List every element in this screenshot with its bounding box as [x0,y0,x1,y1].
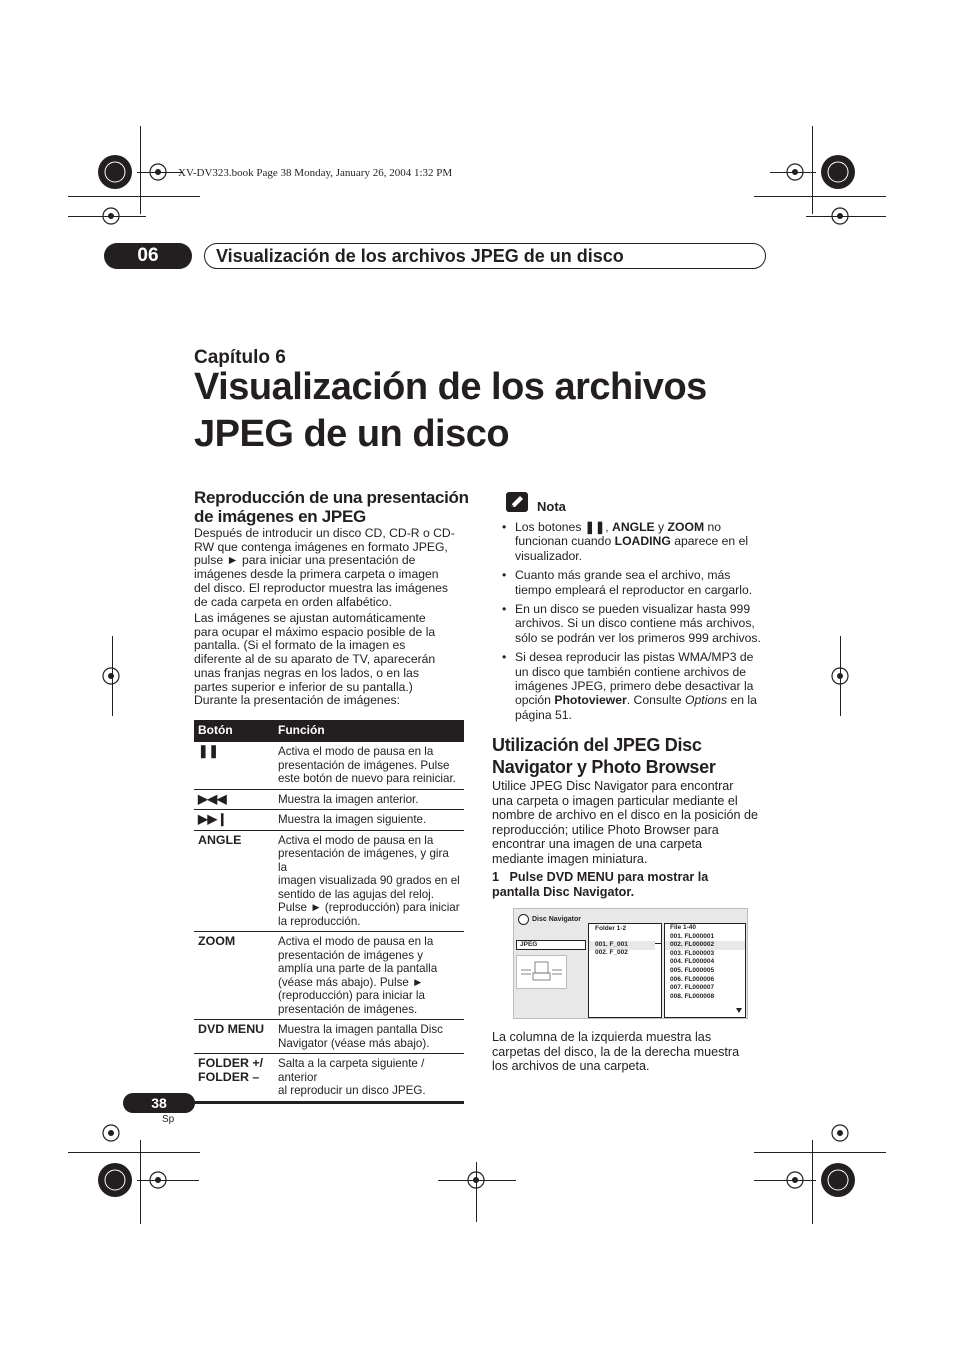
section2-heading: Utilización del JPEG Disc Navigator y Photo Browser [492,735,716,777]
table-header-row [194,720,464,742]
list-item[interactable]: 002. F_002 [595,949,628,956]
list-item[interactable]: 006. FL000006 [670,975,715,983]
book-info-line: XV-DV323.book Page 38 Monday, January 26, 2004 1:32 PM [178,167,453,179]
step-1: 1 Pulse DVD MENU para mostrar la pantalla Disc Navigator. [492,870,709,899]
table-cell-function: Activa el modo de pausa en la presentación de imágenes y amplía una parte de la pantalla (véase más abajo). Pulse ► (reproducción) para iniciar la presentación de imágenes. [274,932,464,1020]
disc-icon [518,914,529,925]
previous-icon: ▶◀◀ [194,789,274,810]
list-item: • En un disco se pueden visualizar hasta 999 archivos. Si un disco contiene más archivos, sólo se podrán ver los primeros 999 archivos. [499,602,769,645]
disc-navigator-title: Disc Navigator [532,916,582,923]
button-function-table [194,720,464,1104]
arrow-down-icon[interactable] [736,1008,742,1013]
list-item: • Si desea reproducir las pistas WMA/MP3 de un disco que también contiene archivos de imágenes JPEG, primero debe desactivar la opción Photoviewer. Consulte Options en la página 51. [499,650,769,722]
note-list [499,520,769,727]
table-header-function: Función [274,720,464,742]
list-item[interactable]: 004. FL000004 [670,958,715,966]
folder-header: Folder 1-2 [595,925,627,932]
pause-icon: ❚❚ [194,742,274,789]
table-row [194,742,464,789]
table-cell-button: ZOOM [194,932,274,1020]
list-item[interactable]: 002. FL000002 [665,941,745,950]
table-row [194,789,464,810]
section2-paragraph-2: La columna de la izquierda muestra las carpetas del disco, la de la derecha muestra los archivos de una carpeta. [492,1030,740,1073]
pause-icon: ❚❚ [584,520,606,534]
file-column [664,923,746,1018]
table-cell-function: Activa el modo de pausa en la presentación de imágenes. Pulse este botón de nuevo para reiniciar. [274,742,464,789]
table-cell-button: FOLDER +/ FOLDER – [194,1054,274,1103]
table-row [194,932,464,1020]
folder-column [588,923,662,1018]
pencil-icon [506,492,528,512]
table-row [194,810,464,831]
table-cell-function: Activa el modo de pausa en la presentación de imágenes, y gira la imagen visualizada 90 grados en el sentido de las agujas del reloj. Pulse ► (reproducción) para iniciar la reproducción. [274,830,464,932]
table-cell-function: Salta a la carpeta siguiente / anterior al reproducir un disco JPEG. [274,1054,464,1103]
section2-paragraph-1: Utilice JPEG Disc Navigator para encontrar una carpeta o imagen particular mediante el nombre de archivo en el disco en la posición de reproducción; utilice Photo Browser para encontrar una imagen de una carpeta mediante imagen miniatura. [492,779,759,866]
table-row [194,830,464,932]
section1-paragraph-2: Las imágenes se ajustan automáticamente para ocupar el máximo espacio posible de la pantalla. (Si el formato de la imagen es diferente al de su aparato de TV, aparecerán unas franjas negras en los lados, o en las partes superior e inferior de su pantalla.) Durante la presentación de imágenes: [194,611,436,708]
page-title-line: Visualización de los archivos [194,366,707,408]
list-item: • Cuanto más grande sea el archivo, más tiempo empleará el reproductor en cargarlo. [499,568,769,597]
list-item: • Los botones ❚❚, ANGLE y ZOOM no funcionan cuando LOADING aparece en el visualizador. [499,520,769,563]
chapter-label: Capítulo 6 [194,347,286,368]
section1-paragraph-1: Después de introducir un disco CD, CD-R o CD- RW que contenga imágenes en formato JPEG, pulse ► para iniciar una presentación de imágenes desde la primera carpeta o imagen del disco. El reproductor muestra las imágenes de cada carpeta en orden alfabético. [194,526,455,609]
table-cell-function: Muestra la imagen anterior. [274,789,464,810]
page-number: 38 [123,1093,195,1113]
list-item[interactable]: 008. FL000008 [670,992,715,1000]
disc-navigator-screen [513,908,748,1019]
list-item[interactable]: 001. F_001 [589,941,655,950]
page-title-line: JPEG de un disco [194,413,510,455]
chapter-number-badge: 06 [104,243,192,269]
table-cell-button: DVD MENU [194,1020,274,1054]
jpeg-left-item: JPEG [516,940,586,950]
table-cell-function: Muestra la imagen siguiente. [274,810,464,831]
thumbnail-preview [516,955,567,989]
file-header: File 1-40 [670,924,697,931]
list-item[interactable]: 005. FL000005 [670,966,715,974]
note-label: Nota [537,499,566,514]
list-item[interactable]: 001. FL000001 [670,932,715,940]
table-header-button: Botón [194,720,274,742]
table-row [194,1020,464,1054]
next-icon: ▶▶❙ [194,810,274,831]
step-number: 1 [492,870,500,884]
list-item[interactable]: 003. FL000003 [670,949,715,957]
page-title [194,364,707,458]
running-header-title: Visualización de los archivos JPEG de un disco [216,246,624,266]
table-cell-function: Muestra la imagen pantalla Disc Navigator (véase más abajo). [274,1020,464,1054]
page-language: Sp [162,1114,175,1125]
table-row [194,1054,464,1103]
table-cell-button: ANGLE [194,830,274,932]
list-item[interactable]: 007. FL000007 [670,984,715,992]
section1-heading: Reproducción de una presentación de imágenes en JPEG [194,488,469,526]
